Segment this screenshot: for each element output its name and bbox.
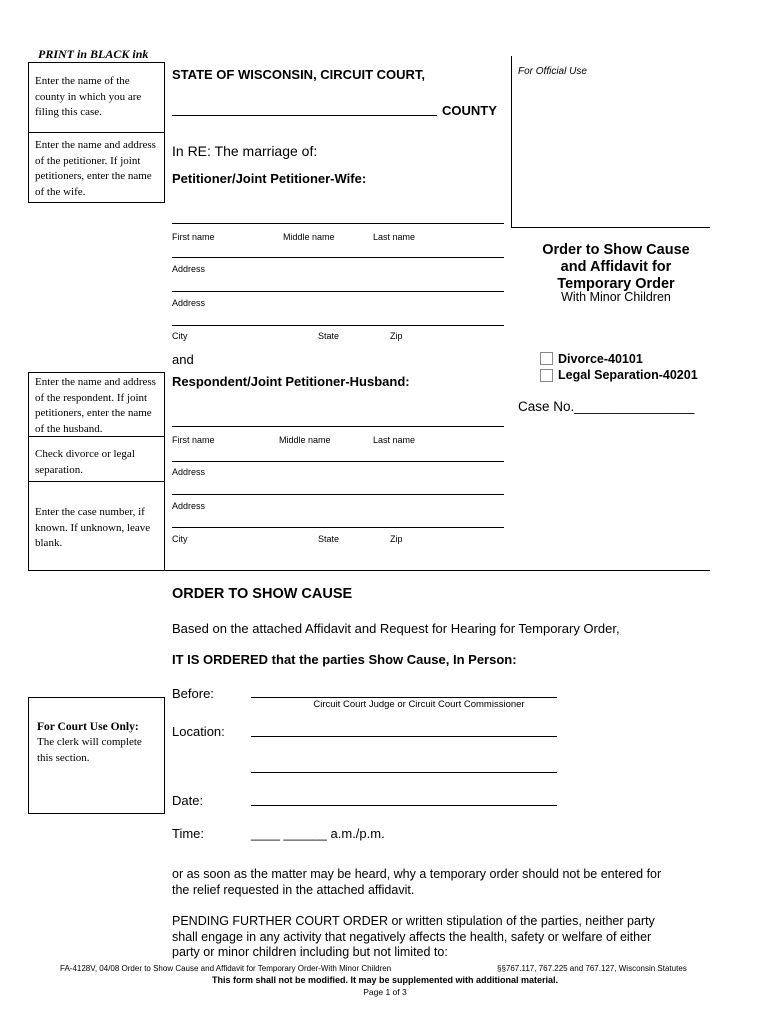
footer-page: Page 1 of 3 (363, 987, 407, 997)
pet-zip-label: Zip (390, 331, 403, 341)
form-subtitle: With Minor Children (561, 290, 671, 304)
location-line-2[interactable] (251, 772, 557, 773)
based-on-text: Based on the attached Affidavit and Request for Hearing for Temporary Order, (172, 621, 620, 636)
petitioner-label: Petitioner/Joint Petitioner-Wife: (172, 171, 367, 186)
divorce-checkbox[interactable] (540, 352, 553, 365)
date-label: Date: (172, 793, 204, 808)
legal-separation-label: Legal Separation-40201 (558, 368, 698, 382)
legal-separation-checkbox[interactable] (540, 369, 553, 382)
county-hint: Enter the name of the county in which you are filing this case. (35, 75, 142, 118)
divorce-label: Divorce-40101 (558, 352, 643, 366)
resp-last-name-label: Last name (373, 435, 416, 445)
form-title-line1: Order to Show Cause (542, 242, 690, 258)
respondent-address2-line[interactable] (172, 494, 504, 495)
petitioner-hint-box (28, 132, 165, 203)
location-line-1[interactable] (251, 736, 557, 737)
respondent-name-line[interactable] (172, 426, 504, 427)
petitioner-hint: Enter the name and address of the petitioner. If joint petitioners, enter the name of the wife. (35, 139, 156, 198)
resp-middle-name-label: Middle name (279, 435, 331, 445)
caption-bottom-line (28, 570, 710, 571)
resp-state-label: State (318, 534, 340, 544)
para-relief: or as soon as the matter may be heard, why a temporary order should not be entered for the relief requested in the attached affidavit. (172, 867, 662, 897)
respondent-hint: Enter the name and address of the respondent. If joint petitioners, enter the name of the husband. (35, 376, 156, 435)
and-text: and (172, 352, 194, 367)
ordered-text: IT IS ORDERED that the parties Show Cause, In Person: (172, 652, 517, 667)
court-title: STATE OF WISCONSIN, CIRCUIT COURT, (172, 67, 426, 82)
pet-address2-label: Address (172, 298, 206, 308)
time-label: Time: (172, 826, 205, 841)
county-hint-box (28, 62, 165, 133)
case-number-hint-box (28, 481, 165, 571)
in-re-text: In RE: The marriage of: (172, 143, 318, 159)
pet-last-name-label: Last name (373, 232, 416, 242)
respondent-label: Respondent/Joint Petitioner-Husband: (172, 374, 410, 389)
divorce-hint: Check divorce or legal separation. (35, 448, 135, 476)
footer-statutes: §§767.117, 767.225 and 767.127, Wisconsin Statutes (497, 964, 687, 973)
order-heading: ORDER TO SHOW CAUSE (172, 586, 353, 602)
official-use-label: For Official Use (518, 66, 587, 77)
before-label: Before: (172, 686, 214, 701)
case-number-hint: Enter the case number, if known. If unknown, leave blank. (35, 506, 151, 549)
pet-first-name-label: First name (172, 232, 215, 242)
petitioner-address2-line[interactable] (172, 291, 504, 292)
resp-first-name-label: First name (172, 435, 215, 445)
pet-state-label: State (318, 331, 340, 341)
divorce-hint-box (28, 436, 165, 482)
petitioner-name-line[interactable] (172, 223, 504, 224)
court-use-text: The clerk will complete this section. (37, 736, 142, 764)
form-title-line3: Temporary Order (557, 276, 675, 292)
resp-address1-label: Address (172, 467, 206, 477)
petitioner-city-line[interactable] (172, 325, 504, 326)
court-use-title: For Court Use Only: (37, 721, 139, 733)
judge-caption: Circuit Court Judge or Circuit Court Commissioner (313, 699, 525, 710)
petitioner-address1-line[interactable] (172, 257, 504, 258)
county-label: COUNTY (442, 103, 497, 118)
pet-middle-name-label: Middle name (283, 232, 335, 242)
official-use-divider (511, 56, 512, 228)
date-line[interactable] (251, 805, 557, 806)
pet-address1-label: Address (172, 264, 206, 274)
para-pending: PENDING FURTHER COURT ORDER or written stipulation of the parties, neither party shall engage in any activity that negatively affects the health, safety or welfare of either party or minor children including but not limited to: (172, 914, 655, 959)
resp-zip-label: Zip (390, 534, 403, 544)
footer-notice: This form shall not be modified. It may be supplemented with additional material. (211, 975, 559, 985)
case-no-field[interactable]: Case No.________________ (518, 399, 695, 414)
respondent-address1-line[interactable] (172, 461, 504, 462)
resp-city-label: City (172, 534, 188, 544)
form-title (516, 242, 716, 293)
before-line[interactable] (251, 697, 557, 698)
footer-form-id: FA-4128V, 04/08 Order to Show Cause and Affidavit for Temporary Order-With Minor Children (60, 964, 392, 973)
time-value[interactable]: ____ ______ a.m./p.m. (251, 826, 385, 841)
location-label: Location: (172, 724, 225, 739)
form-title-line2: and Affidavit for (560, 259, 672, 275)
print-note: PRINT in BLACK ink (38, 47, 149, 61)
pet-city-label: City (172, 331, 188, 341)
official-use-bottom (511, 227, 710, 228)
court-use-hint-box (28, 697, 165, 814)
respondent-hint-box (28, 372, 165, 437)
resp-address2-label: Address (172, 501, 206, 511)
county-line[interactable] (172, 115, 437, 116)
respondent-city-line[interactable] (172, 527, 504, 528)
